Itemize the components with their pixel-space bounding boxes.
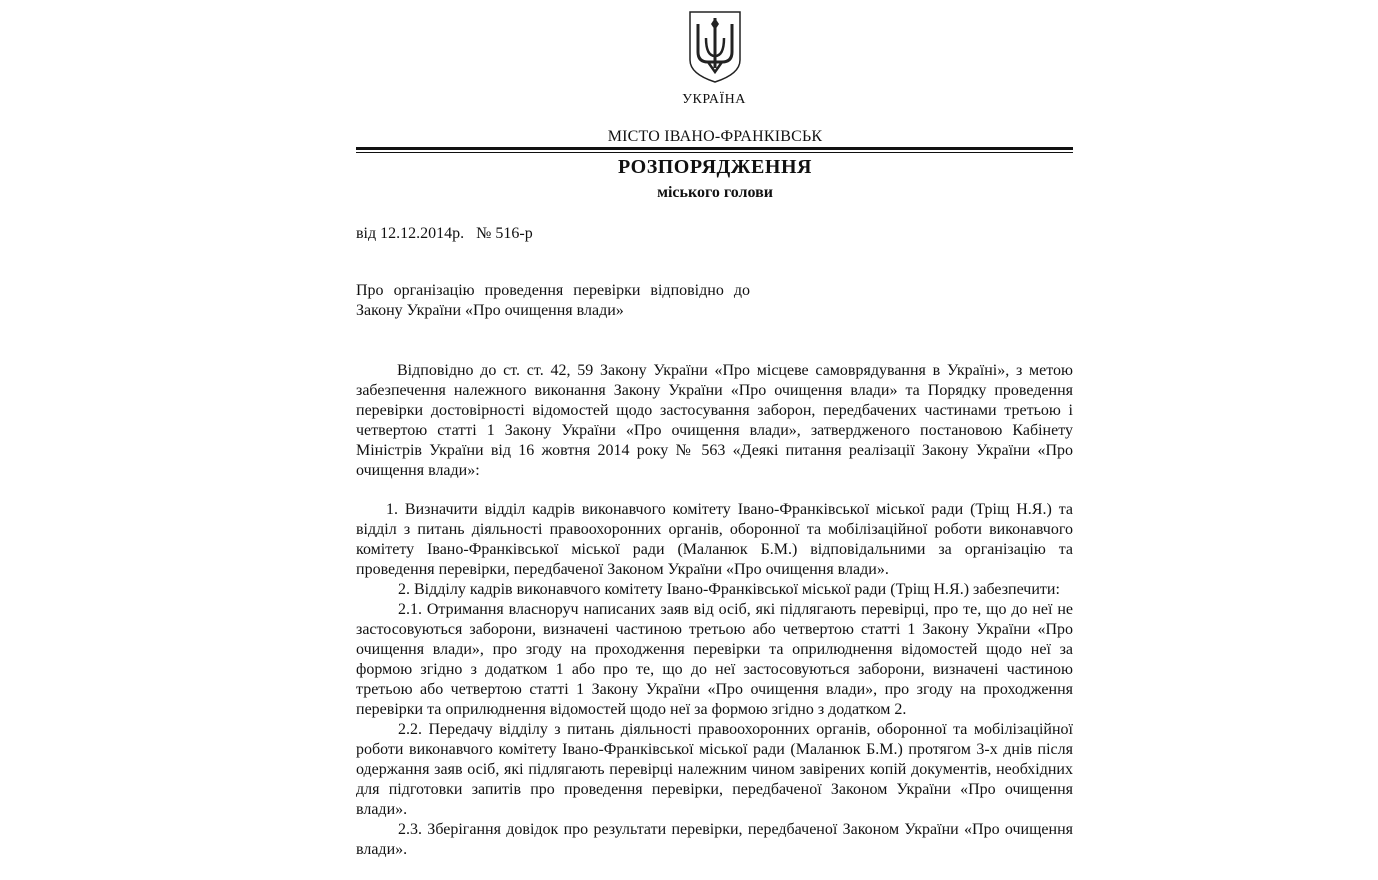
ukraine-coat-of-arms-icon	[688, 10, 742, 84]
preamble-paragraph: Відповідно до ст. ст. 42, 59 Закону України «Про місцеве самоврядування в Україні», з метою забезпечення належного виконання Закону України «Про очищення влади» та Порядку проведення перевірки достовірності відомостей щодо застосування заборон, передбачених частинами третьою і четвертою статті 1 Закону України «Про очищення влади», затвердженого постановою Кабінету Міністрів України від 16 жовтня 2014 року № 563 «Деякі питання реалізації Закону України «Про очищення влади»:	[356, 362, 1073, 479]
preamble-block	[356, 361, 1073, 481]
order-item-2-2: 2.2. Передачу відділу з питань діяльності правоохоронних органів, оборонної та мобілізаційної роботи виконавчого комітету Івано-Франківської міської ради (Маланюк Б.М.) протягом 3-х днів після одержання заяв осіб, які підлягають перевірці належним чином завірених копій документів, необхідних для підготовки запитів про проведення перевірки, передбаченої Законом України «Про очищення влади».	[356, 721, 1073, 818]
city-name: МІСТО ІВАНО-ФРАНКІВСЬК	[607, 128, 823, 145]
document-subtitle: міського голови	[657, 184, 773, 201]
order-item-2: 2. Відділу кадрів виконавчого комітету Івано-Франківської міської ради (Тріщ Н.Я.) забезпечити:	[398, 581, 1060, 598]
order-item-2-3: 2.3. Зберігання довідок про результати перевірки, передбаченої Законом України «Про очищення влади».	[356, 821, 1073, 858]
header-divider-thick	[356, 147, 1073, 150]
document-subject	[356, 281, 750, 321]
country-name: УКРАЇНА	[682, 92, 746, 107]
order-items	[356, 500, 1073, 860]
document-title: РОЗПОРЯДЖЕННЯ	[618, 156, 812, 178]
subject-line-2: Закону України «Про очищення влади»	[356, 302, 624, 319]
document-meta	[356, 225, 533, 243]
order-item-2-1: 2.1. Отримання власноруч написаних заяв від осіб, які підлягають перевірці, про те, що до неї не застосовуються заборони, визначені частиною третьою або четвертою статті 1 Закону України «Про очищення влади», про згоду на проходження перевірки та оприлюднення відомостей щодо неї за формою згідно з додатком 1 або про те, що до неї застосовуються заборони, визначені частиною третьою або четвертою статті 1 Закону України «Про очищення влади», про згоду на проходження перевірки та оприлюднення відомостей щодо неї за формою згідно з додатком 2.	[356, 601, 1073, 718]
header-divider-thin	[356, 152, 1073, 153]
document-date: від 12.12.2014р.	[356, 225, 465, 242]
document-number: № 516-р	[476, 225, 533, 242]
subject-line-1: Про організацію проведення перевірки відповідно до	[356, 282, 750, 299]
order-item-1: 1. Визначити відділ кадрів виконавчого комітету Івано-Франківської міської ради (Тріщ Н.Я.) та відділ з питань діяльності правоохоронних органів, оборонної та мобілізаційної роботи виконавчого комітету Івано-Франківської міської ради (Маланюк Б.М.) відповідальними за організацію та проведення перевірки, передбаченої Законом України «Про очищення влади».	[356, 501, 1073, 578]
